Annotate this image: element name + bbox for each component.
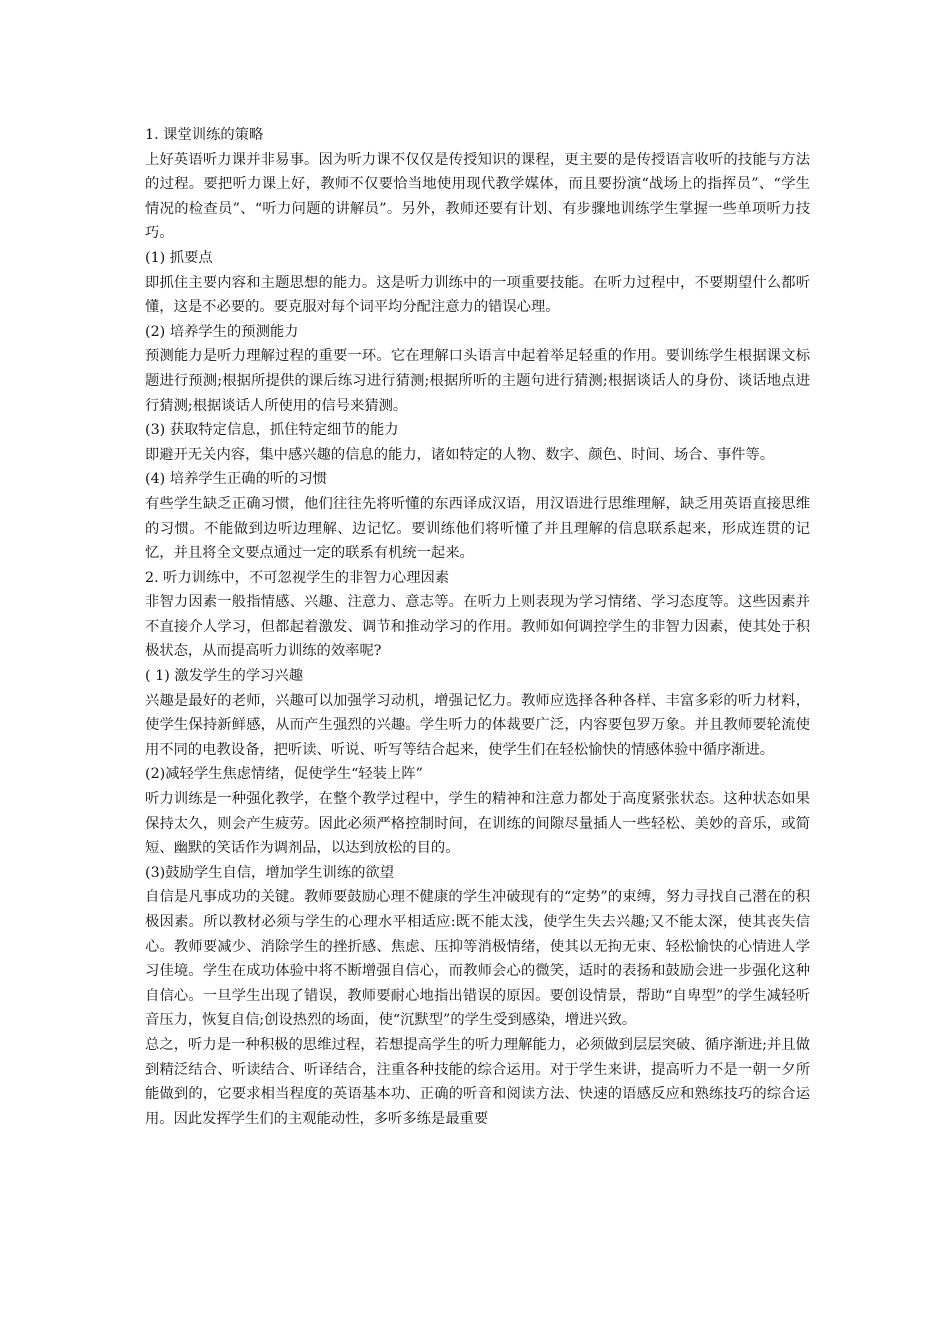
body-paragraph: 非智力因素一般指情感、兴趣、注意力、意志等。在听力上则表现为学习情绪、学习态度等。这些因素并不直接介人学习，但都起着激发、调节和推动学习的作用。教师如何调控学生的非智力因素，使其处于积极状态，从而提高听力训练的效率呢?: [145, 594, 810, 660]
subsection-heading: (4) 培养学生正确的听的习惯: [145, 471, 328, 488]
conclusion-paragraph: 总之，听力是一种积极的思维过程，若想提高学生的听力理解能力，必须做到层层突破、循序渐进;并且做到精泛结合、听读结合、听译结合，注重各种技能的综合运用。对于学生来讲，提高听力不是一朝一夕所能做到的，它要求相当程度的英语基本功、正确的听音和阅读方法、快速的语感反应和熟练技巧的综合运用。因此发挥学生们的主观能动性，多听多练是最重要: [145, 1036, 810, 1127]
body-paragraph: 自信是凡事成功的关键。教师要鼓励心理不健康的学生冲破现有的“定势”的束缚，努力寻找自己潜在的积极因素。所以教材必须与学生的心理水平相适应:既不能太浅，使学生失去兴趣;又不能太深，使其丧失信心。教师要减少、消除学生的挫折感、焦虑、压抑等消极情绪，使其以无拘无束、轻松愉快的心情进人学习佳境。学生在成功体验中将不断增强自信心，而教师会心的微笑，适时的表扬和鼓励会进一步强化这种自信心。一旦学生出现了错误，教师要耐心地指出错误的原因。要创设情景，帮助“自卑型”的学生减轻听音压力，恢复自信;创设热烈的场面，使“沉默型”的学生受到感染，增进兴致。: [145, 889, 810, 1029]
subsection-heading: ( 1) 激发学生的学习兴趣: [145, 668, 304, 685]
subsection-heading: (2) 培养学生的预测能力: [145, 323, 299, 340]
body-paragraph: 有些学生缺乏正确习惯，他们往往先将听懂的东西译成汉语，用汉语进行思维理解，缺乏用英语直接思维的习惯。不能做到边听边理解、边记忆。要训练他们将听懂了并且理解的信息联系起来，形成连贯的记忆，并且将全文要点通过一定的联系有机统一起来。: [145, 495, 810, 562]
subsection-heading: (1) 抓要点: [145, 249, 213, 266]
document-page: [145, 123, 810, 1131]
section-heading: 2. 听力训练中，不可忽视学生的非智力心理因素: [145, 569, 450, 586]
subsection-heading: (3) 获取特定信息，抓住特定细节的能力: [145, 422, 399, 439]
subsection-heading: (2)减轻学生焦虑情绪，促使学生“轻装上阵”: [145, 766, 423, 783]
body-paragraph: 听力训练是一种强化教学，在整个教学过程中，学生的精神和注意力都处于高度紧张状态。这种状态如果保持太久，则会产生疲劳。因此必须严格控制时间，在训练的间隙尽量插人一些轻松、美妙的音乐，或简短、幽默的笑话作为调剂品，以达到放松的目的。: [145, 791, 810, 857]
body-paragraph: 即避开无关内容，集中感兴趣的信息的能力，诸如特定的人物、数字、颜色、时间、场合、事件等。: [145, 446, 775, 463]
subsection-heading: (3)鼓励学生自信，增加学生训练的欲望: [145, 864, 394, 881]
body-paragraph: 上好英语听力课并非易事。因为听力课不仅仅是传授知识的课程，更主要的是传授语言收听的技能与方法的过程。要把听力课上好，教师不仅要恰当地使用现代教学媒体，而且要扮演“战场上的指挥员”、“学生情况的检查员”、“听力问题的讲解员”。另外，教师还要有计划、有步骤地训练学生掌握一些单项听力技巧。: [145, 151, 810, 242]
section-heading: 1. 课堂训练的策略: [145, 127, 264, 143]
body-paragraph: 兴趣是最好的老师，兴趣可以加强学习动机，增强记忆力。教师应选择各种各样、丰富多彩的听力材料，使学生保持新鲜感，从而产生强烈的兴趣。学生听力的体裁要广泛，内容要包罗万象。并且教师要轮流使用不同的电教设备，把听读、听说、听写等结合起来，使学生们在轻松愉快的情感体验中循序渐进。: [145, 692, 810, 758]
body-paragraph: 即抓住主要内容和主题思想的能力。这是听力训练中的一项重要技能。在听力过程中，不要期望什么都听懂，这是不必要的。要克服对每个词平均分配注意力的错误心理。: [145, 274, 810, 316]
body-paragraph: 预测能力是听力理解过程的重要一环。它在理解口头语言中起着举足轻重的作用。要训练学生根据课文标题进行预测;根据所提供的课后练习进行猜测;根据所听的主题句进行猜测;根据谈话人的身份、谈话地点进行猜测;根据谈话人所使用的信号来猜测。: [145, 348, 810, 414]
